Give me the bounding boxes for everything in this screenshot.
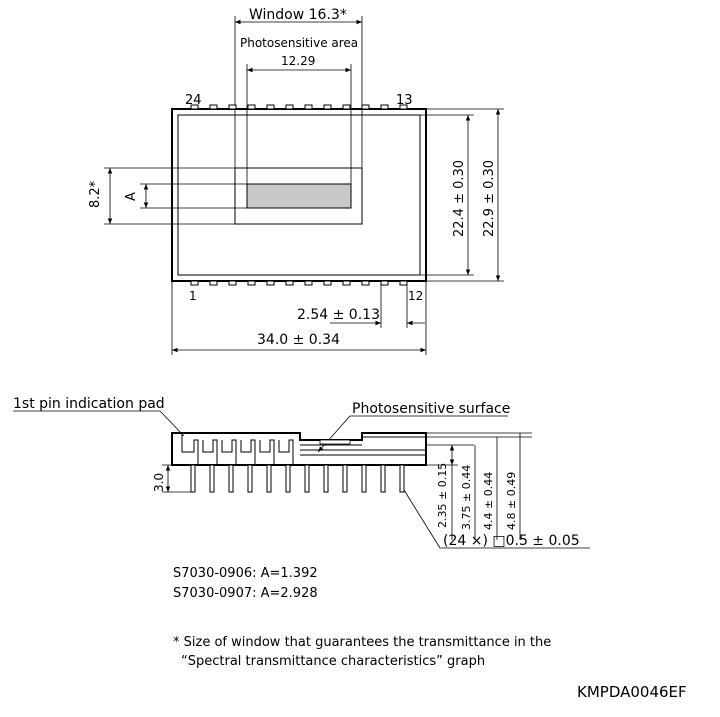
pin-size-value: (24 ×) □0.5 ± 0.05	[443, 533, 580, 549]
pin-12-label: 12	[408, 289, 424, 303]
pin1-pad-label: 1st pin indication pad	[13, 396, 165, 412]
footnote-line-1: * Size of window that guarantees the transmittance in the	[173, 635, 552, 650]
area-width-value: 12.29	[281, 54, 316, 68]
width-value: 34.0 ± 0.34	[257, 332, 340, 348]
photosensitive-surface-label: Photosensitive surface	[352, 401, 511, 417]
top-view	[88, 7, 504, 355]
internal-leads	[182, 433, 426, 465]
footnote-line-2: “Spectral transmittance characteristics” graph	[181, 654, 486, 669]
side-view	[13, 396, 590, 549]
dim-b-value: 3.75 ± 0.44	[460, 464, 473, 530]
side-package-body	[172, 433, 426, 465]
dim-c-value: 4.4 ± 0.44	[482, 471, 495, 530]
notes	[173, 566, 687, 701]
pitch-value: 2.54 ± 0.13	[297, 307, 380, 323]
drawing-code: KMPDA0046EF	[577, 683, 687, 701]
dim-d-value: 4.8 ± 0.49	[505, 471, 518, 530]
pin-1-label: 1	[189, 289, 197, 303]
area-height-value: A	[124, 192, 139, 201]
window-height-value: 8.2*	[88, 180, 103, 208]
pin-13-label: 13	[396, 93, 413, 108]
lead-length-value: 3.0	[152, 472, 166, 492]
photosensitive-area-rect	[247, 184, 351, 208]
variant-0907: S7030-0907: A=2.928	[173, 586, 318, 601]
photosensitive-area-label: Photosensitive area	[240, 36, 359, 50]
variant-0906: S7030-0906: A=1.392	[173, 566, 318, 581]
height-outer-value: 22.9 ± 0.30	[482, 159, 497, 237]
window-label: Window 16.3*	[249, 7, 347, 23]
dim-a-value: 2.35 ± 0.15	[436, 462, 449, 528]
pin-24-label: 24	[185, 93, 202, 108]
side-pins	[191, 465, 404, 492]
height-inner-value: 22.4 ± 0.30	[452, 159, 467, 237]
